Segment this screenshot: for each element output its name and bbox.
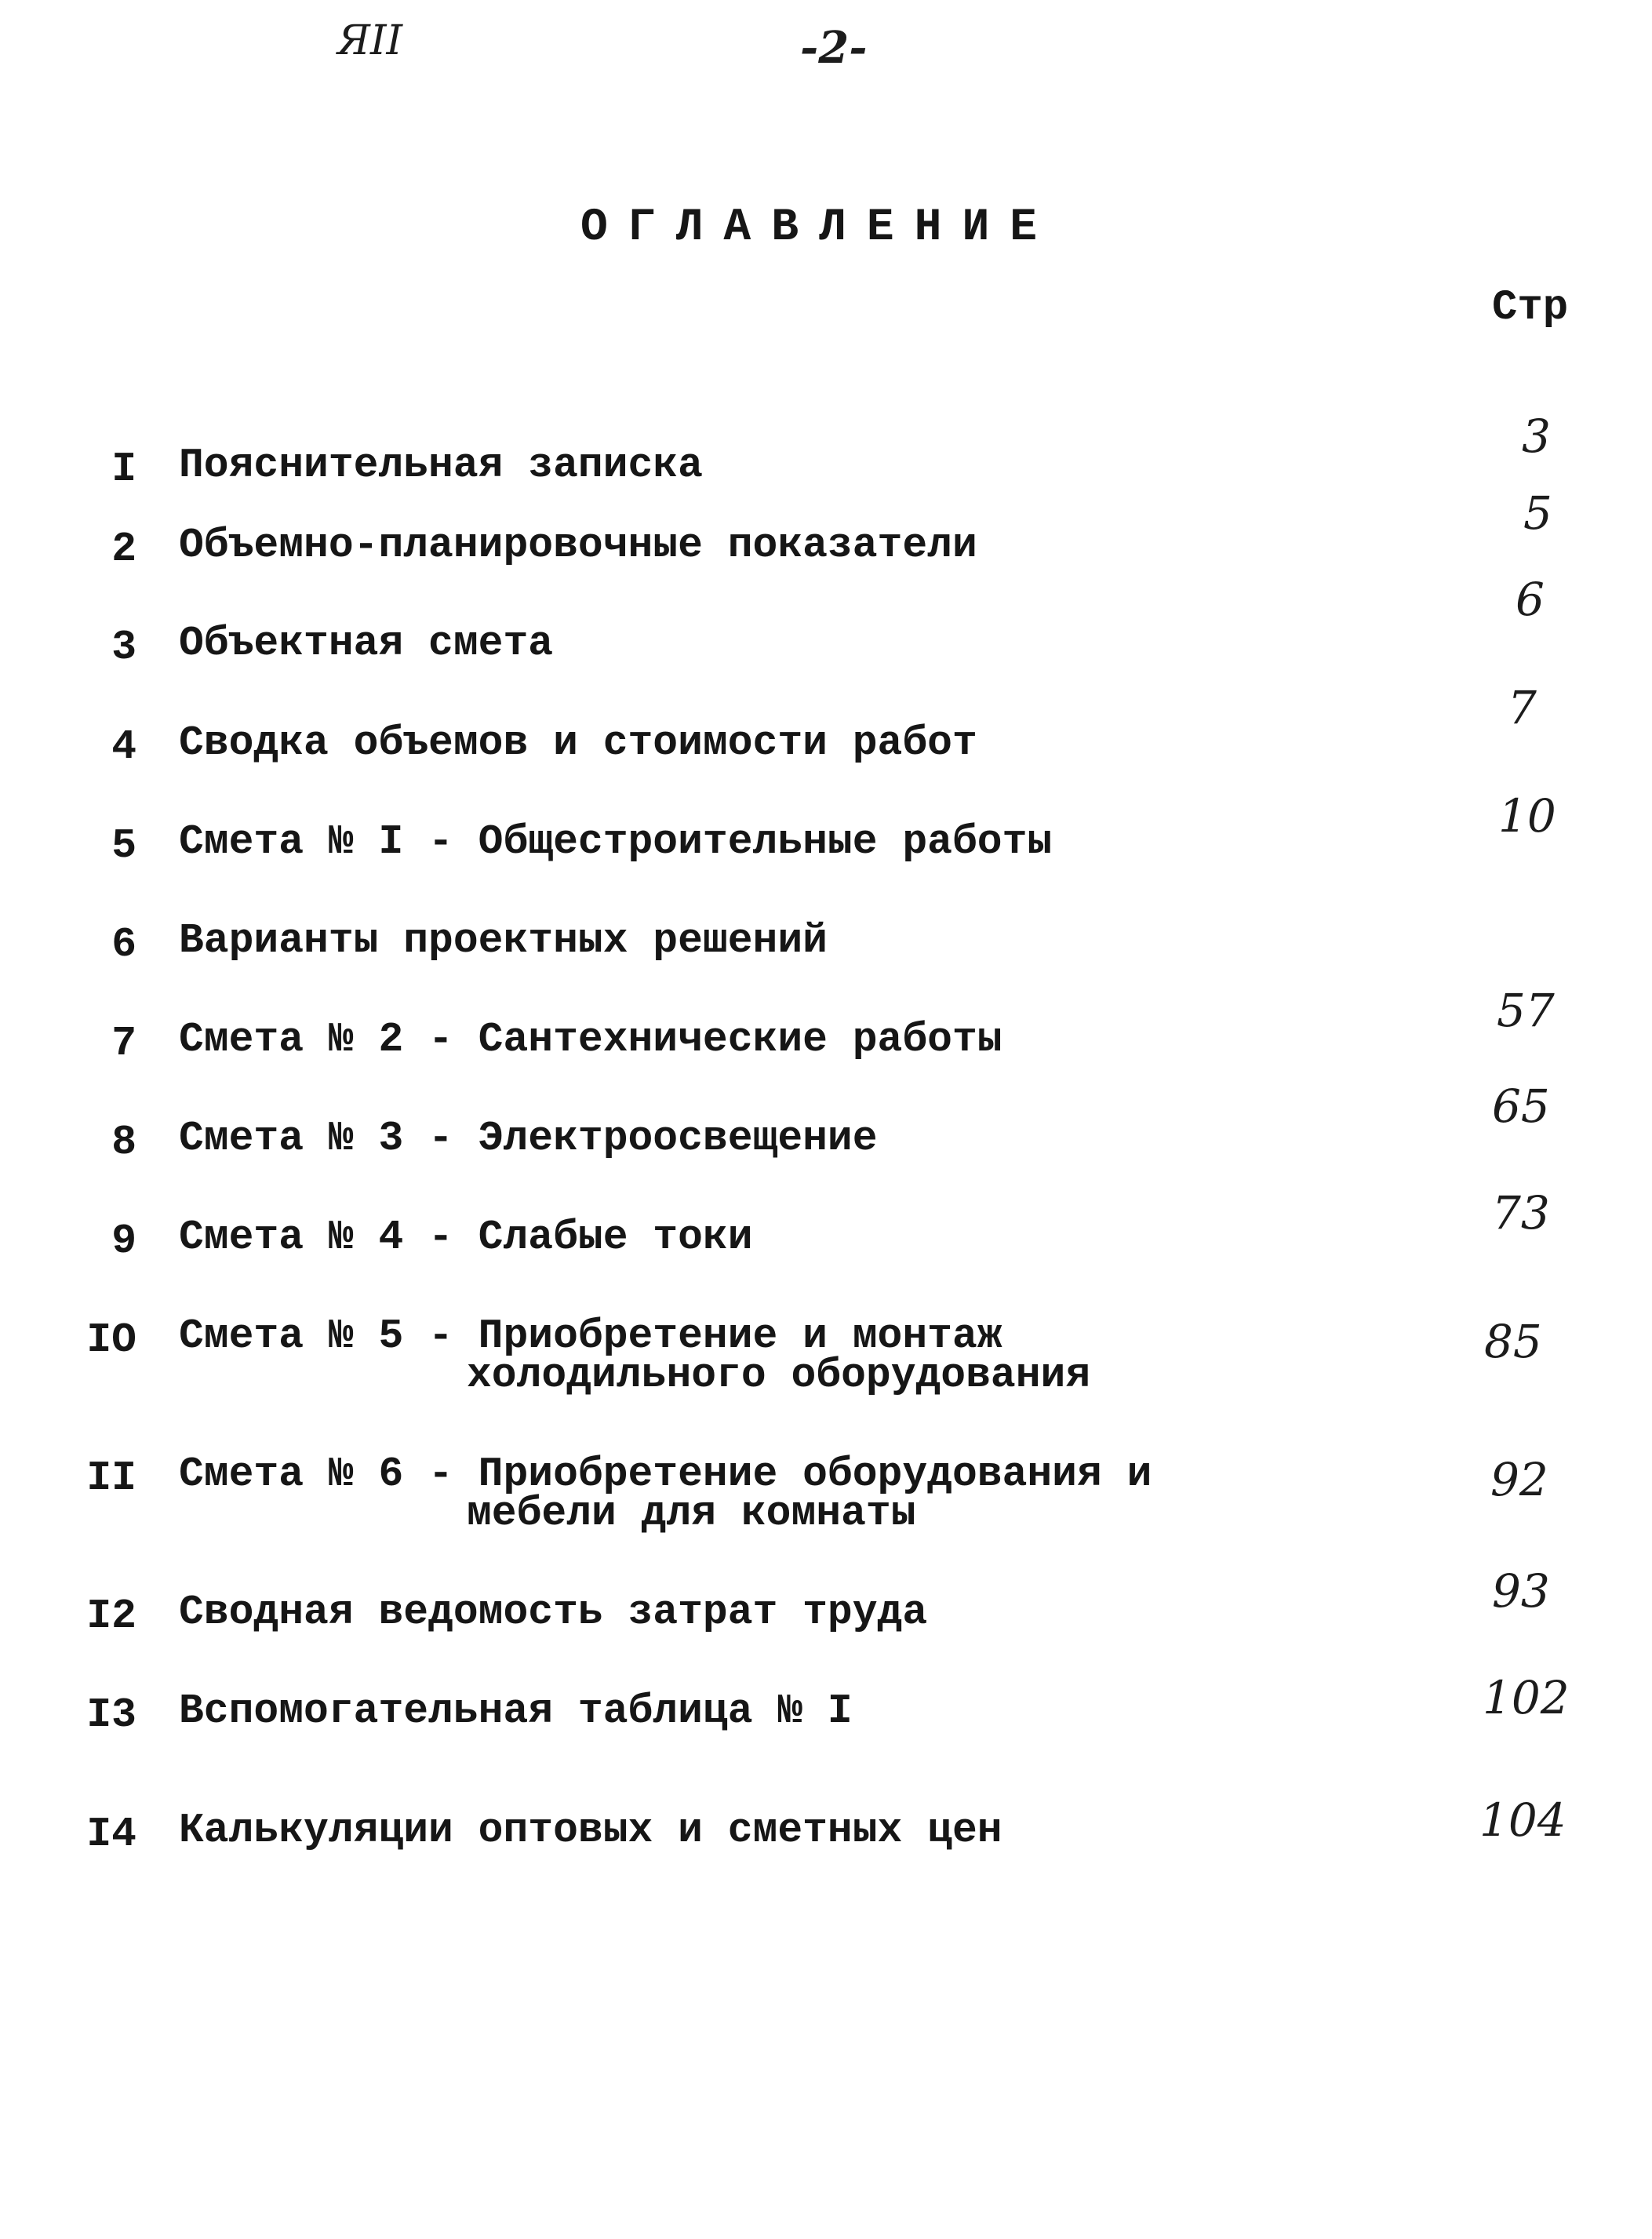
page-title: ОГЛАВЛЕНИЕ <box>580 202 1058 253</box>
toc-entry-title: Смета № 4 - Слабые токи <box>179 1214 753 1261</box>
toc-entry-page: 7 <box>1508 681 1537 734</box>
toc-entry-page: 73 <box>1492 1186 1550 1240</box>
toc-entry-title: Объектная смета <box>179 620 554 667</box>
toc-entry-number: IO <box>86 1316 136 1363</box>
toc-entry-page: 85 <box>1484 1315 1542 1368</box>
toc-entry-number: I3 <box>86 1691 136 1738</box>
toc-entry-title: Смета № I - Общестроительные работы <box>179 818 1053 865</box>
toc-entry-number: II <box>86 1454 136 1502</box>
toc-entry-title-line2: мебели для комнаты <box>467 1490 916 1537</box>
toc-entry-title: Смета № 2 - Сантехнические работы <box>179 1016 1002 1063</box>
toc-entry-page: 6 <box>1516 573 1545 626</box>
toc-entry-number: 4 <box>111 723 136 770</box>
toc-entry-number: 3 <box>111 624 136 671</box>
toc-entry-page: 10 <box>1498 789 1556 843</box>
toc-entry-title: Объемно-планировочные показатели <box>179 522 977 569</box>
toc-entry-number: 5 <box>111 822 136 869</box>
toc-entry-number: 9 <box>111 1218 136 1265</box>
toc-entry-number: I <box>111 446 136 493</box>
toc-entry-number: 6 <box>111 921 136 968</box>
toc-entry-page: 93 <box>1492 1564 1550 1618</box>
handwritten-corner-mark: ЯII <box>337 17 403 64</box>
toc-entry-title: Смета № 3 - Электроосвещение <box>179 1115 878 1162</box>
toc-entry-number: 7 <box>111 1020 136 1067</box>
toc-entry-page: 3 <box>1522 410 1551 463</box>
toc-entry-title: Вспомогательная таблица № I <box>179 1687 853 1735</box>
toc-entry-number: 8 <box>111 1119 136 1166</box>
toc-entry-number: I4 <box>86 1811 136 1858</box>
toc-entry-title-line2: холодильного оборудования <box>467 1352 1091 1399</box>
toc-entry-page: 102 <box>1483 1671 1570 1724</box>
toc-entry-title: Варианты проектных решений <box>179 917 828 964</box>
toc-entry-page: 92 <box>1490 1453 1548 1506</box>
toc-entry-title-line1: Смета № 5 - Приобретение и монтаж <box>179 1312 1002 1360</box>
toc-entry-title: Сводка объемов и стоимости работ <box>179 719 977 766</box>
toc-entry-page: 65 <box>1492 1079 1550 1133</box>
toc-entry-title <box>179 1451 1152 1537</box>
toc-entry-number: 2 <box>111 526 136 573</box>
toc-entry-page: 5 <box>1523 486 1552 540</box>
page-number: -2- <box>800 22 868 74</box>
toc-entry-title: Сводная ведомость затрат труда <box>179 1589 928 1636</box>
toc-entry-title: Калькуляции оптовых и сметных цен <box>179 1807 1002 1854</box>
toc-entry-title-line1: Смета № 6 - Приобретение оборудования и <box>179 1451 1152 1498</box>
page-column-header: Стр <box>1492 284 1569 332</box>
toc-entry-page: 104 <box>1479 1793 1566 1847</box>
toc-entry-title <box>179 1312 1091 1399</box>
toc-entry-title: Пояснительная записка <box>179 442 703 489</box>
toc-entry-number: I2 <box>86 1593 136 1640</box>
toc-entry-page: 57 <box>1497 984 1555 1037</box>
